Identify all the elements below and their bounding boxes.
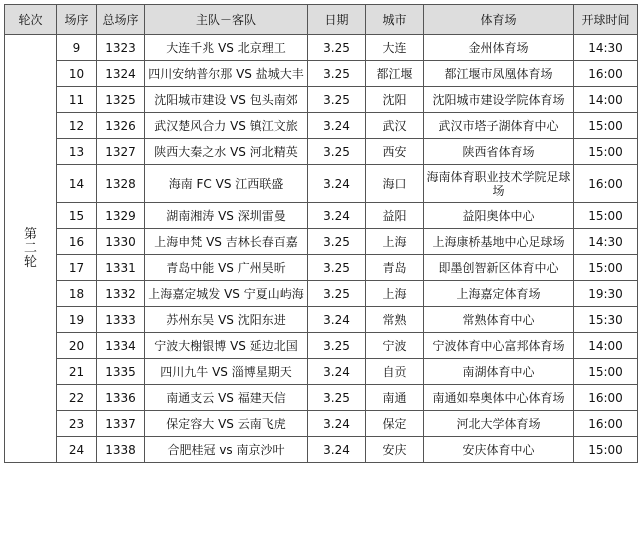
round-label-char: 轮 [23, 254, 37, 270]
cell-date: 3.25 [308, 385, 366, 411]
cell-match: 武汉楚风合力 VS 镇江文旅 [145, 113, 308, 139]
cell-city: 益阳 [366, 203, 424, 229]
cell-match: 四川九牛 VS 淄博星期天 [145, 359, 308, 385]
cell-stadium: 上海嘉定体育场 [424, 281, 574, 307]
round-cell [5, 35, 57, 463]
cell-stadium: 即墨创智新区体育中心 [424, 255, 574, 281]
cell-date: 3.24 [308, 437, 366, 463]
cell-total-seq: 1330 [97, 229, 145, 255]
cell-seq: 13 [57, 139, 97, 165]
cell-date: 3.24 [308, 165, 366, 203]
cell-kickoff: 15:00 [574, 139, 638, 165]
table-row [5, 87, 638, 113]
cell-city: 沈阳 [366, 87, 424, 113]
round-label-char: 二 [23, 240, 37, 256]
header-stadium: 体育场 [424, 5, 574, 35]
cell-city: 南通 [366, 385, 424, 411]
cell-total-seq: 1323 [97, 35, 145, 61]
cell-date: 3.24 [308, 411, 366, 437]
cell-seq: 11 [57, 87, 97, 113]
header-total-seq: 总场序 [97, 5, 145, 35]
cell-date: 3.25 [308, 139, 366, 165]
table-row [5, 203, 638, 229]
cell-stadium: 武汉市塔子湖体育中心 [424, 113, 574, 139]
cell-total-seq: 1326 [97, 113, 145, 139]
table-row [5, 411, 638, 437]
round-label-char: 第 [23, 226, 37, 242]
cell-date: 3.24 [308, 307, 366, 333]
cell-date: 3.24 [308, 359, 366, 385]
cell-stadium: 宁波体育中心富邦体育场 [424, 333, 574, 359]
cell-match: 宁波大榭银博 VS 延边北国 [145, 333, 308, 359]
cell-total-seq: 1331 [97, 255, 145, 281]
cell-seq: 16 [57, 229, 97, 255]
table-row [5, 333, 638, 359]
cell-date: 3.25 [308, 255, 366, 281]
cell-kickoff: 14:30 [574, 229, 638, 255]
cell-seq: 23 [57, 411, 97, 437]
header-date: 日期 [308, 5, 366, 35]
cell-match: 大连千兆 VS 北京理工 [145, 35, 308, 61]
cell-total-seq: 1324 [97, 61, 145, 87]
table-row [5, 229, 638, 255]
cell-stadium: 金州体育场 [424, 35, 574, 61]
cell-match: 青岛中能 VS 广州昊昕 [145, 255, 308, 281]
table-row [5, 281, 638, 307]
cell-city: 青岛 [366, 255, 424, 281]
cell-seq: 12 [57, 113, 97, 139]
cell-total-seq: 1333 [97, 307, 145, 333]
cell-kickoff: 16:00 [574, 411, 638, 437]
cell-seq: 17 [57, 255, 97, 281]
table-row [5, 255, 638, 281]
cell-stadium: 河北大学体育场 [424, 411, 574, 437]
cell-match: 四川安纳普尔那 VS 盐城大丰 [145, 61, 308, 87]
cell-stadium: 海南体育职业技术学院足球场 [424, 165, 574, 203]
cell-seq: 22 [57, 385, 97, 411]
table-row [5, 307, 638, 333]
cell-kickoff: 15:00 [574, 437, 638, 463]
cell-city: 武汉 [366, 113, 424, 139]
cell-city: 自贡 [366, 359, 424, 385]
cell-kickoff: 14:00 [574, 87, 638, 113]
cell-total-seq: 1338 [97, 437, 145, 463]
cell-date: 3.25 [308, 35, 366, 61]
cell-city: 安庆 [366, 437, 424, 463]
cell-seq: 21 [57, 359, 97, 385]
cell-match: 苏州东吴 VS 沈阳东进 [145, 307, 308, 333]
cell-match: 海南 FC VS 江西联盛 [145, 165, 308, 203]
cell-stadium: 陕西省体育场 [424, 139, 574, 165]
cell-date: 3.24 [308, 113, 366, 139]
cell-seq: 24 [57, 437, 97, 463]
cell-kickoff: 16:00 [574, 61, 638, 87]
cell-date: 3.25 [308, 87, 366, 113]
cell-kickoff: 15:00 [574, 203, 638, 229]
cell-seq: 15 [57, 203, 97, 229]
cell-city: 都江堰 [366, 61, 424, 87]
cell-total-seq: 1336 [97, 385, 145, 411]
cell-date: 3.25 [308, 333, 366, 359]
cell-city: 上海 [366, 229, 424, 255]
cell-match: 湖南湘涛 VS 深圳雷曼 [145, 203, 308, 229]
cell-city: 常熟 [366, 307, 424, 333]
table-row [5, 359, 638, 385]
cell-total-seq: 1334 [97, 333, 145, 359]
header-row [5, 5, 638, 35]
header-seq: 场序 [57, 5, 97, 35]
cell-kickoff: 15:00 [574, 113, 638, 139]
cell-total-seq: 1335 [97, 359, 145, 385]
cell-total-seq: 1325 [97, 87, 145, 113]
cell-total-seq: 1332 [97, 281, 145, 307]
cell-stadium: 安庆体育中心 [424, 437, 574, 463]
header-city: 城市 [366, 5, 424, 35]
cell-match: 上海申梵 VS 吉林长春百嘉 [145, 229, 308, 255]
cell-match: 合肥桂冠 vs 南京沙叶 [145, 437, 308, 463]
cell-kickoff: 15:30 [574, 307, 638, 333]
table-row [5, 35, 638, 61]
cell-city: 宁波 [366, 333, 424, 359]
cell-total-seq: 1327 [97, 139, 145, 165]
table-row [5, 139, 638, 165]
table-row [5, 113, 638, 139]
cell-date: 3.24 [308, 203, 366, 229]
cell-kickoff: 15:00 [574, 359, 638, 385]
cell-seq: 14 [57, 165, 97, 203]
cell-kickoff: 16:00 [574, 165, 638, 203]
cell-match: 陕西大秦之水 VS 河北精英 [145, 139, 308, 165]
cell-seq: 18 [57, 281, 97, 307]
cell-kickoff: 14:30 [574, 35, 638, 61]
cell-stadium: 上海康桥基地中心足球场 [424, 229, 574, 255]
schedule-table [4, 4, 638, 463]
cell-seq: 10 [57, 61, 97, 87]
cell-stadium: 益阳奥体中心 [424, 203, 574, 229]
cell-seq: 9 [57, 35, 97, 61]
cell-total-seq: 1329 [97, 203, 145, 229]
cell-total-seq: 1328 [97, 165, 145, 203]
cell-seq: 19 [57, 307, 97, 333]
cell-kickoff: 15:00 [574, 255, 638, 281]
cell-match: 上海嘉定城发 VS 宁夏山屿海 [145, 281, 308, 307]
header-match: 主队－客队 [145, 5, 308, 35]
cell-kickoff: 14:00 [574, 333, 638, 359]
header-kickoff: 开球时间 [574, 5, 638, 35]
table-row [5, 61, 638, 87]
header-round: 轮次 [5, 5, 57, 35]
cell-stadium: 常熟体育中心 [424, 307, 574, 333]
cell-match: 沈阳城市建设 VS 包头南郊 [145, 87, 308, 113]
cell-stadium: 都江堰市凤凰体育场 [424, 61, 574, 87]
cell-kickoff: 16:00 [574, 385, 638, 411]
cell-seq: 20 [57, 333, 97, 359]
cell-city: 上海 [366, 281, 424, 307]
cell-date: 3.25 [308, 281, 366, 307]
cell-date: 3.25 [308, 61, 366, 87]
cell-total-seq: 1337 [97, 411, 145, 437]
cell-stadium: 南通如皋奥体中心体育场 [424, 385, 574, 411]
cell-city: 保定 [366, 411, 424, 437]
cell-city: 西安 [366, 139, 424, 165]
cell-city: 海口 [366, 165, 424, 203]
cell-stadium: 沈阳城市建设学院体育场 [424, 87, 574, 113]
cell-stadium: 南湖体育中心 [424, 359, 574, 385]
cell-kickoff: 19:30 [574, 281, 638, 307]
table-row [5, 385, 638, 411]
cell-match: 南通支云 VS 福建天信 [145, 385, 308, 411]
cell-date: 3.25 [308, 229, 366, 255]
table-row [5, 437, 638, 463]
cell-match: 保定容大 VS 云南飞虎 [145, 411, 308, 437]
cell-city: 大连 [366, 35, 424, 61]
table-row [5, 165, 638, 203]
